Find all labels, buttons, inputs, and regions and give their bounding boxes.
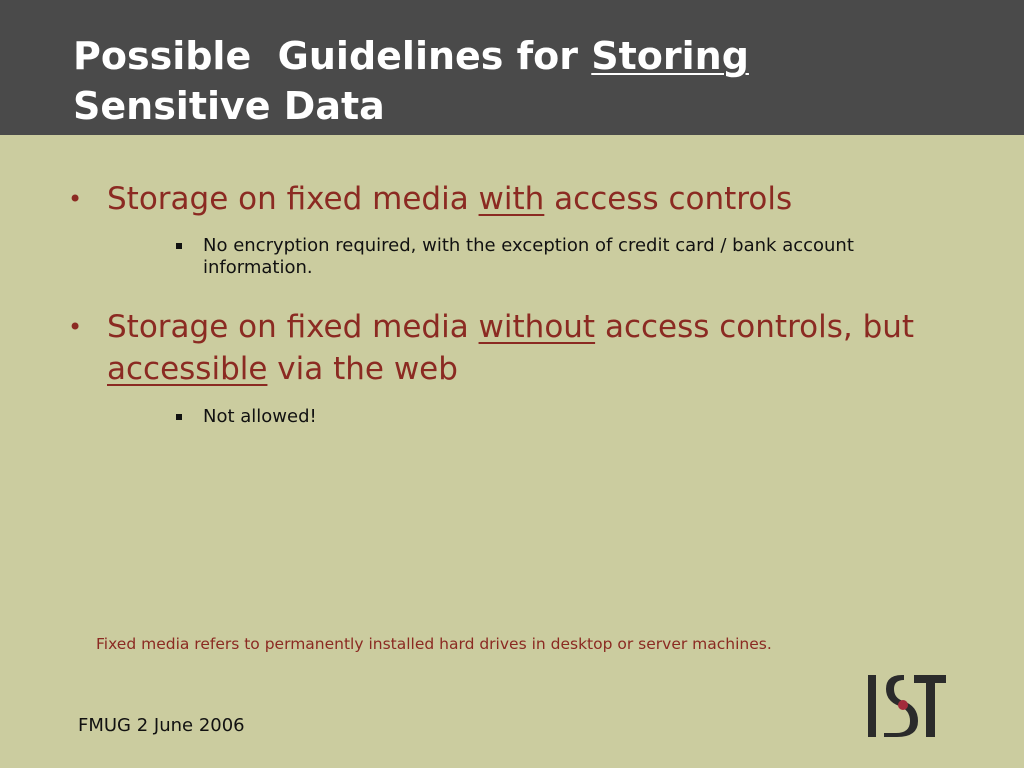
bullet-text xyxy=(107,178,957,220)
bullet-text-underlined: without xyxy=(478,309,596,345)
bullet-text-middle: access controls, but xyxy=(595,309,915,345)
bullet-dot: • xyxy=(68,185,83,213)
bullet-text-before: Storage on fixed media xyxy=(107,309,479,345)
bullet-text-underlined-2: accessible xyxy=(107,351,268,387)
square-bullet-icon xyxy=(176,243,182,249)
sub-item-2 xyxy=(176,406,936,428)
title-part1: Possible Guidelines for xyxy=(73,34,592,78)
sub-item-1 xyxy=(176,235,936,279)
bullet-text-after: via the web xyxy=(267,351,458,387)
bullet-dot: • xyxy=(68,313,83,341)
bullet-text-before: Storage on fixed media xyxy=(107,181,479,217)
bullet-1 xyxy=(68,178,968,220)
sub-item-text: No encryption required, with the exception of credit card / bank account information. xyxy=(203,235,854,278)
bullet-text-after: access controls xyxy=(544,181,793,217)
bullet-2 xyxy=(68,306,968,390)
footnote: Fixed media refers to permanently installed hard drives in desktop or server machines. xyxy=(96,635,772,653)
title-line2: Sensitive Data xyxy=(73,84,385,128)
bullet-text-underlined: with xyxy=(478,181,545,217)
slide-title xyxy=(73,31,973,131)
bullet-text xyxy=(107,306,957,390)
title-bar xyxy=(0,0,1024,135)
ist-logo-icon xyxy=(866,671,948,739)
square-bullet-icon xyxy=(176,414,182,420)
sub-item-text: Not allowed! xyxy=(203,406,317,427)
footer-text: FMUG 2 June 2006 xyxy=(78,715,245,736)
title-underlined-word: Storing xyxy=(591,34,749,78)
